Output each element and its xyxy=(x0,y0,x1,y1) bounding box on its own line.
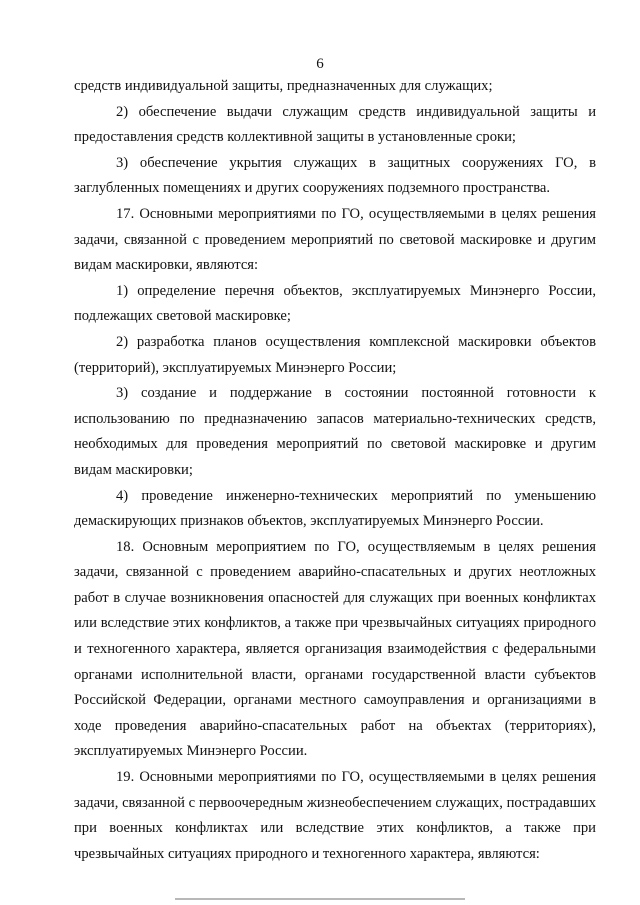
paragraph-17-item-4: 4) проведение инженерно-технических мероприятий по уменьшению демаскирующих признаков объектов, эксплуатируемых Минэнерго России. xyxy=(74,487,596,530)
paragraph-item-2: 2) обеспечение выдачи служащим средств индивидуальной защиты и предоставления средств коллективной защиты в установленные сроки; xyxy=(74,103,596,146)
paragraph-section-19: 19. Основными мероприятиями по ГО, осуществляемыми в целях решения задачи, связанной с первоочередным жизнеобеспечением служащих, пострадавших при военных конфликтах или вследствие этих конфликтов, а также при чрезвычайных ситуациях природного и техногенного характера, являются: xyxy=(74,769,596,862)
paragraph-17-item-1: 1) определение перечня объектов, эксплуатируемых Минэнерго России, подлежащих световой маскировке; xyxy=(74,282,596,325)
paragraph-section-17: 17. Основными мероприятиями по ГО, осуществляемыми в целях решения задачи, связанной с проведением мероприятий по световой маскировке и другим видам маскировки, являются: xyxy=(74,205,596,274)
scan-edge-line xyxy=(175,898,465,900)
paragraph-section-18: 18. Основным мероприятием по ГО, осуществляемым в целях решения задачи, связанной с проведением аварийно-спасательных и других неотложных работ в случае возникновения опасностей для служащих при военных конфликтах или вследствие этих конфликтов, а также при чрезвычайных ситуациях природного и техногенного характера, является организация взаимодействия с федеральными органами исполнительной власти, органами государственной власти субъектов Российской Федерации, органами местного самоуправления и организациями в ходе проведения аварийно-спасательных работ на объектах (территориях), эксплуатируемых Минэнерго России. xyxy=(74,538,596,760)
paragraph-continuation: средств индивидуальной защиты, предназначенных для служащих; xyxy=(74,78,493,94)
page-number: 6 xyxy=(316,56,324,72)
paragraph-item-3: 3) обеспечение укрытия служащих в защитных сооружениях ГО, в заглубленных помещениях и других сооружениях подземного пространства. xyxy=(74,154,596,197)
document-body xyxy=(74,74,596,867)
paragraph-17-item-2: 2) разработка планов осуществления комплексной маскировки объектов (территорий), эксплуатируемых Минэнерго России; xyxy=(74,333,596,376)
paragraph-17-item-3: 3) создание и поддержание в состоянии постоянной готовности к использованию по предназначению запасов материально-технических средств, необходимых для проведения мероприятий по световой маскировке и другим видам маскировки; xyxy=(74,385,596,478)
